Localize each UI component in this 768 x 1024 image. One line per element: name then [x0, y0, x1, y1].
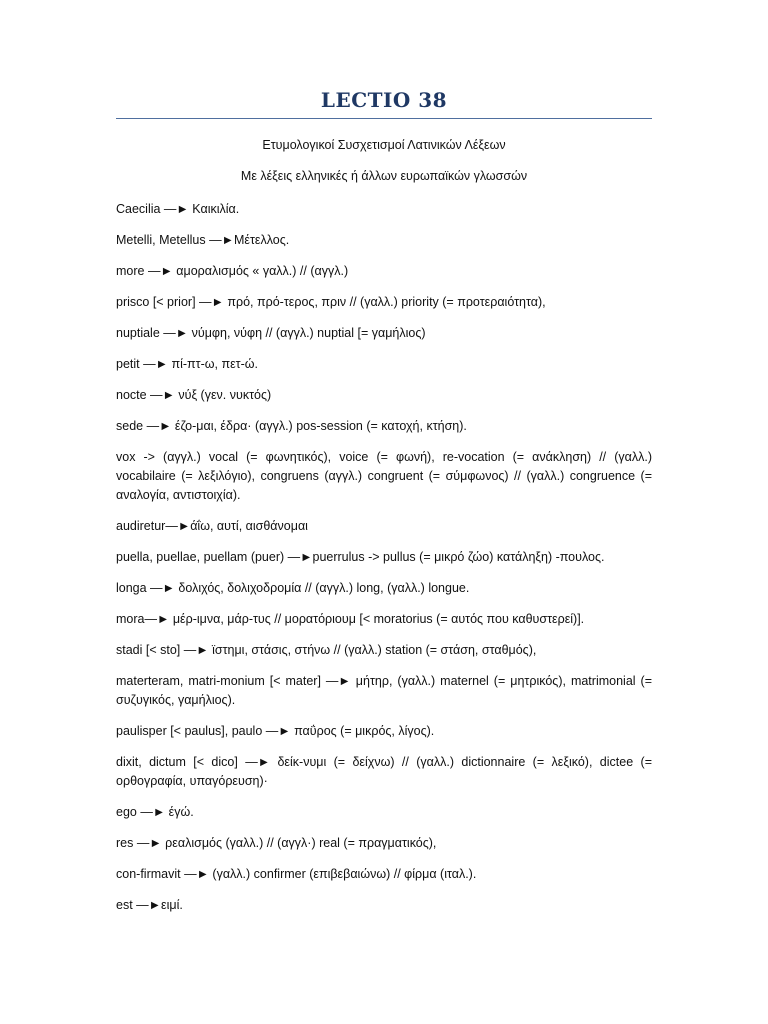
- list-item: petit —► πί-πτ-ω, πετ-ώ.: [116, 357, 258, 371]
- list-item: con-firmavit —► (γαλλ.) confirmer (επιβεβαιώνω) // φίρμα (ιταλ.).: [116, 867, 477, 881]
- etymology-list: [116, 200, 652, 927]
- list-item: materteram, matri-monium [< mater] —► μήτηρ, (γαλλ.) maternel (= μητρικός), matrimonial (= συζυγικός, γαμήλιος).: [116, 674, 652, 707]
- list-item: vox -> (αγγλ.) vocal (= φωνητικός), voice (= φωνή), re-vocation (= ανάκληση) // (γαλλ.) vocabilaire (= λεξιλόγιο), congruens (αγγλ.) congruent (= σύμφωνος) // (γαλλ.) congruence (= αναλογία, αντιστοιχία).: [116, 450, 652, 502]
- list-item: paulisper [< paulus], paulo —► παΰρος (= μικρός, λίγος).: [116, 724, 435, 738]
- list-item: dixit, dictum [< dico] —► δείκ-νυμι (= δείχνω) // (γαλλ.) dictionnaire (= λεξικό), dictee (= ορθογραφία, υπαγόρευση)·: [116, 755, 652, 788]
- list-item: nocte —► νύξ (γεν. νυκτός): [116, 388, 272, 402]
- subtitle-languages: Με λέξεις ελληνικές ή άλλων ευρωπαϊκών γλωσσών: [240, 169, 528, 183]
- list-item: est —►ειμί.: [116, 898, 183, 912]
- page-title: LECTIO 38: [320, 88, 448, 112]
- list-item: sede —► έζο-μαι, έδρα· (αγγλ.) pos-session (= κατοχή, κτήση).: [116, 419, 467, 433]
- list-item: res —► ρεαλισμός (γαλλ.) // (αγγλ·) real (= πραγματικός),: [116, 836, 437, 850]
- list-item: audiretur—►άΐω, αυτί, αισθάνομαι: [116, 519, 308, 533]
- list-item: prisco [< prior] —► πρό, πρό-τερος, πριν // (γαλλ.) priority (= προτεραιότητα),: [116, 295, 546, 309]
- list-item: Metelli, Metellus —►Μέτελλος.: [116, 233, 290, 247]
- list-item: puella, puellae, puellam (puer) —►puerrulus -> pullus (= μικρό ζώο) κατάληξη) -πουλος.: [116, 550, 605, 564]
- list-item: nuptiale —► νύμφη, νύφη // (αγγλ.) nuptial [= γαμήλιος): [116, 326, 426, 340]
- list-item: mora—► μέρ-ιμνα, μάρ-τυς // μορατόριουμ [< moratorius (= αυτός που καθυστερεί)].: [116, 612, 585, 626]
- list-item: longa —► δολιχός, δολιχοδρομία // (αγγλ.) long, (γαλλ.) longue.: [116, 581, 470, 595]
- list-item: stadi [< sto] —► ϊστημι, στάσις, στήνω // (γαλλ.) station (= στάση, σταθμός),: [116, 643, 537, 657]
- list-item: more —► αμοραλισμός « γαλλ.) // (αγγλ.): [116, 264, 349, 278]
- title-divider: [116, 118, 652, 119]
- list-item: ego —► έγώ.: [116, 805, 194, 819]
- list-item: Caecilia —► Καικιλία.: [116, 202, 240, 216]
- subtitle-etymology: Ετυμολογικοί Συσχετισμοί Λατινικών Λέξεων: [262, 138, 506, 152]
